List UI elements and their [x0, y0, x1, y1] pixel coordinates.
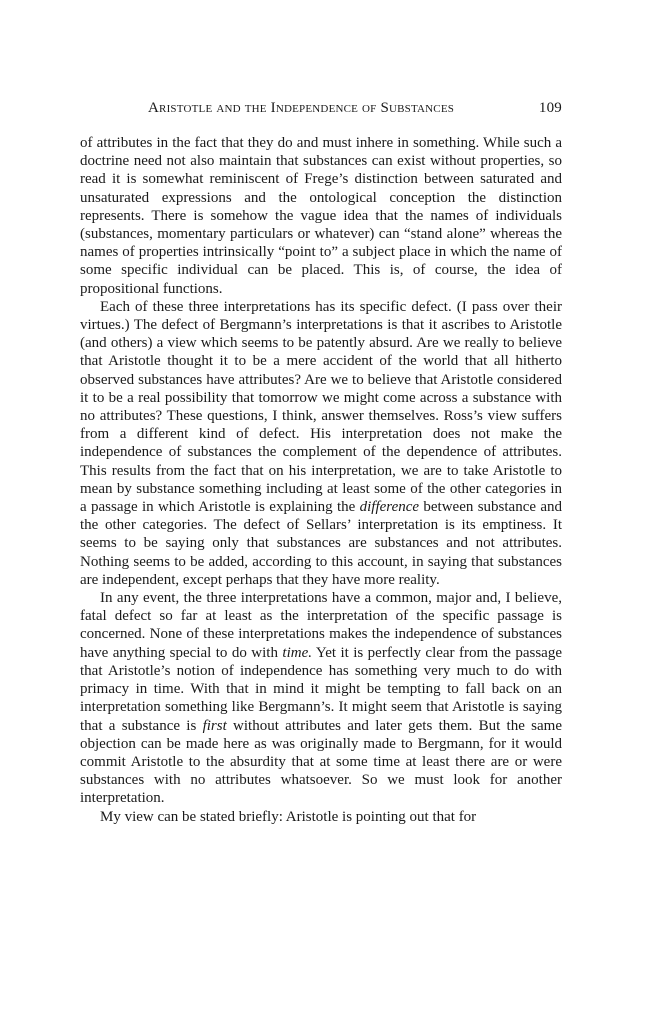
running-title: Aristotle and the Independence of Substances [148, 100, 455, 116]
text-segment: between substance and the other categories. The defect of Sellars’ interpretation is its emptiness. It seems to be saying only that substances are substances and not attributes. Nothing seems to be added, according to this account, in saying that substances are independent, except perhaps that they have more reality. [80, 499, 562, 588]
page-number: 109 [538, 100, 562, 116]
body-text [80, 134, 562, 826]
paragraph [80, 589, 562, 807]
italic-text: first [202, 717, 227, 734]
text-segment: without attributes and later gets them. But the same objection can be made here as was originally made to Bergmann, for it would commit Aristotle to the absurdity that at some time at least there are or were substances with no attributes whatsoever. So we must look for another interpretation. [80, 717, 562, 807]
paragraph [80, 808, 562, 826]
running-head [80, 100, 562, 124]
italic-text: difference [359, 499, 420, 516]
text-segment: In any event, the three interpretations have a common, major and, I believe, fatal defect so far at least as the interpretation of the specific passage is concerned. None of these interpretations makes the independence of substances have anything special to do with [80, 590, 562, 661]
text-segment: Yet it is perfectly clear from the passage that Aristotle’s notion of independence has something very much to do with primacy in time. With that in mind it might be tempting to fall back on an interpretation something like Bergmann’s. It might seem that Aristotle is saying that a substance is [80, 644, 562, 734]
page [80, 100, 562, 826]
text-segment: My view can be stated briefly: Aristotle is pointing out that for [100, 808, 477, 825]
text-segment: of attributes in the fact that they do and must inhere in something. While such a doctrine need not also maintain that substances can exist without properties, so read it is somewhat reminiscent of Frege’s distinction between saturated and unsaturated expressions and the ontological conception the distinction represents. There is somehow the vague idea that the names of individuals (substances, momentary particulars or whatever) can “stand alone” whereas the names of properties intrinsically “point to” a subject place in which the name of some specific individual can be placed. This is, of course, the idea of propositional functions. [80, 135, 562, 297]
paragraph [80, 298, 562, 589]
text-segment: Each of these three interpretations has its specific defect. (I pass over their virtues.) The defect of Bergmann’s interpretations is that it ascribes to Aristotle (and others) a view which seems to be patently absurd. Are we really to believe that Aristotle thought it to be a mere accident of the world that all hitherto observed substances have attributes? Are we to believe that Aristotle considered it to be a real possibility that tomorrow we might come across a substance with no attributes? These questions, I think, answer themselves. Ross’s view suffers from a different kind of defect. His interpretation does not make the independence of substances the complement of the dependence of attributes. This results from the fact that on his interpretation, we are to take Aristotle to mean by substance something including at least some of the other categories in a passage in which Aristotle is explaining the [80, 298, 562, 516]
italic-text: time. [282, 644, 312, 661]
paragraph [80, 134, 562, 298]
